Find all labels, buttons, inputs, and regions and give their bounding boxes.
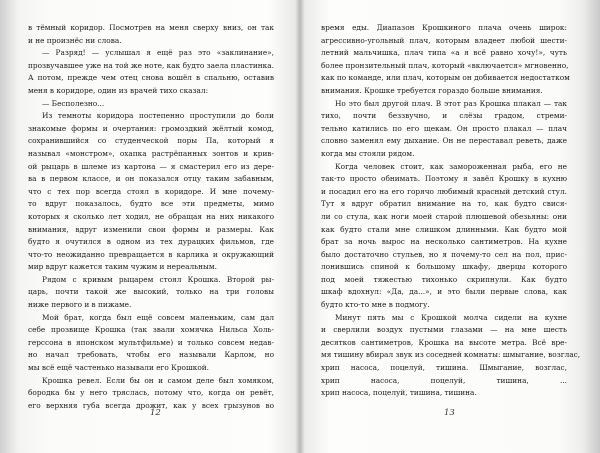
- text-line: Крошка ревел. Если бы он и самом деле был хомяком,: [42, 375, 274, 385]
- text-line: как будто стали мне слишком длинными. Как будто мой: [321, 224, 567, 234]
- right-page: [321, 22, 581, 400]
- text-line: мя тишину вбирал звук из соседней комнаты: шмыгание, возглас,: [321, 350, 581, 360]
- text-line: хрип насоса, поцелуй, тишина, ...: [321, 375, 567, 385]
- text-line: меня в коридоре, один из врачей тихо сказал:: [28, 85, 209, 95]
- text-line: — Разряд! — услышал я ещё раз это «заклинание»,: [42, 48, 274, 58]
- text-line: — Бесполезно...: [42, 98, 105, 108]
- text-line: агрессивно-угольный плач, которым владеет любой шести-: [321, 35, 567, 45]
- text-line: было достаточно стульев, но я почему-то сел на пол, прис-: [321, 249, 567, 259]
- text-line: мы всё ещё частенько называли его Крошкой.: [28, 363, 210, 373]
- text-line: и сверлили воздух пустыми глазами — на мне шесть: [321, 325, 567, 335]
- text-line: Рядом с кривым рыцарем стоял Крошка. Второй ры-: [42, 274, 274, 284]
- text-line: которых я сколько лет ходил, не обращая на них никакого: [28, 211, 274, 221]
- text-line: более пронзительный плач, который «включается» мгновенно,: [321, 60, 569, 70]
- text-line: ва в первом классе, и он показался отцу таким забавным,: [28, 174, 274, 184]
- text-line: хрип насоса, поцелуй, тишина. Шмыгание, возглас,: [321, 363, 567, 373]
- text-line: тихо, почти беззвучно, и слёзы градом, стреми-: [321, 111, 567, 121]
- text-line: когда мы стояли рядом.: [321, 148, 415, 158]
- text-line: знакомые формы и очертания: громоздкий жёлтый комод,: [28, 123, 274, 133]
- left-page: [28, 22, 274, 412]
- text-line: десятков сантиметров, Крошка на высоте метра. Всё вре-: [321, 337, 567, 347]
- text-line: то вдруг показалось, будто все эти предметы, мимо: [28, 199, 274, 209]
- text-line: и посадил его на его горячо любимый красный детский стул.: [321, 186, 567, 196]
- text-line: Из темноты коридора постепенно проступили до боли: [42, 111, 274, 121]
- text-line: хрип насоса, поцелуй, тишина, тишина.: [321, 388, 477, 398]
- text-line: царь, почти такой же высокий, только на три головы: [28, 287, 274, 297]
- text-line: летний мальчишка, плач типа «а я всё равно хочу!», чуть: [321, 48, 567, 58]
- text-line: и не произнёс ни слова.: [28, 35, 122, 45]
- text-line: ниже первого и в пижаме.: [28, 300, 132, 310]
- text-line: под моей тяжестью тихонько скрипнули. Как будто: [321, 274, 567, 284]
- text-line: бородка бы у него тряслась, потому что, когда он ревёт,: [28, 388, 274, 398]
- text-line: лонившись спиной к большому шкафу, дверцы которого: [321, 262, 567, 272]
- text-line: что с тех пор всегда стоял в коридоре. И мне почему-: [28, 186, 274, 196]
- text-line: будто я очутился в одном из тех дурацких фильмов, где: [28, 237, 274, 247]
- text-line: А потом, прежде чем отец снова вошёл в спальню, оставив: [28, 73, 274, 83]
- text-line: время еды. Диапазон Крошкиного плача очень широк:: [321, 23, 567, 32]
- text-line: Тут я вдруг обратил внимание на то, как будто свися-: [321, 199, 567, 209]
- text-line: словно заменял ему дыхание. Он не переставал реветь, даже: [321, 136, 567, 146]
- page-number: 13: [444, 408, 455, 418]
- text-line: будто кто-то мне в подмогу.: [321, 300, 430, 310]
- text-line: называл «монстром», охапка растрёпанных зонтов и крив-: [28, 148, 274, 158]
- text-line: сохранившийся со студенческой поры Па, который я: [28, 136, 274, 146]
- text-line: в тёмный коридор. Посмотрев на меня сверху вниз, он так: [28, 23, 274, 32]
- text-line: но начал требовать, чтобы его называли Карлом, но: [28, 350, 274, 360]
- text-line: Минут пять мы с Крошкой молча сидели на кухне: [335, 312, 567, 322]
- text-line: прозвучавшее уже на той же ноте, как будто заела пластинка.: [28, 60, 274, 70]
- text-line: внимания, вдруг изменили свои формы и размеры. Как: [28, 224, 274, 234]
- text-line: тельно катились по его щекам. Он просто плакал — плач: [321, 123, 567, 133]
- text-line: что-то неожиданно превращается в карлика и окружающий: [28, 249, 274, 259]
- text-line: шкаф вдохнул: «Да, да...», и это были первые слова, как: [321, 287, 567, 297]
- text-line: себе прозвище Крошка (так звали хомячка Нильса Холь-: [28, 325, 274, 335]
- text-line: внимания. Крошке требуется гораздо больше внимания.: [321, 85, 543, 95]
- text-line: герссона в японском мультфильме) и только совсем недав-: [28, 337, 274, 347]
- text-line: так-то просто обнимать. Поэтому я завёл Крошку в кухню: [321, 174, 567, 184]
- text-line: Но это был другой плач. В этот раз Крошка плакал — так: [335, 98, 567, 108]
- text-line: ли со стула, как ноги моей старой плюшевой обезьяны: они: [321, 211, 567, 221]
- text-line: Когда человек стоит, как замороженная рыба, его не: [335, 161, 567, 171]
- text-line: как по команде, или плач, которым он добивается недостатком: [321, 73, 570, 83]
- text-line: его верхняя губа всегда дрожит, как у всех грызунов во: [28, 400, 274, 410]
- text-line: мир вдруг кажется таким чужим и нереальным.: [28, 262, 217, 272]
- text-line: Мой брат, когда был ещё совсем маленьким, сам дал: [42, 312, 274, 322]
- page-number: 12: [150, 408, 161, 418]
- text-line: ой рыцарь в шлеме из картона — я смастерил его из дере-: [28, 161, 274, 171]
- text-line: брат за ночь вырос на несколько сантиметров. На кухне: [321, 237, 567, 247]
